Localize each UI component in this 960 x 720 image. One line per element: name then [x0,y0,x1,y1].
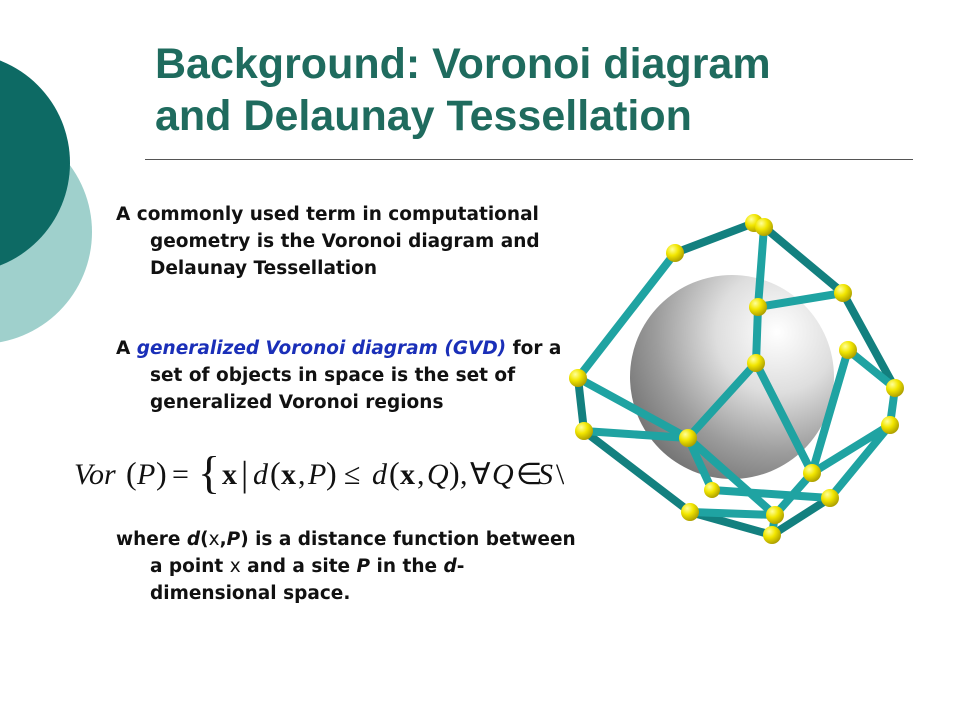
formula-x-bold: x [222,458,237,491]
formula-forall: ∀ [470,458,491,491]
decorative-circles [0,0,120,400]
formula-d1: d [253,458,268,491]
p3-P-italic-2: P [356,556,371,577]
gvd-term: generalized Voronoi diagram (GVD) [136,338,507,359]
p3-x-1: x [208,529,220,550]
formula-paren-open-2: ( [270,455,281,491]
formula-paren-close: ) [156,455,167,491]
p3-part-g: -dimensional space. [150,556,465,604]
paragraph-distance-function [116,526,590,607]
p3-d-italic: d [186,529,201,550]
formula-comma-1: , [298,458,306,491]
formula-backslash: \ [556,458,564,491]
formula-vor: Vor [74,458,116,491]
formula-paren-close-3: ) [449,455,460,491]
title-divider [145,159,913,160]
p2-rest: for a set of objects in space is the set of generalized Voronoi regions [150,338,562,413]
p3-d-italic-2: d [443,556,457,577]
p3-part-e: and a site [240,556,357,577]
paragraph-definition-intro: A commonly used term in computational geometry is the Voronoi diagram and Delaunay Tessellation [116,204,540,279]
formula-d2: d [372,458,387,491]
formula-leq: ≤ [344,458,361,491]
paragraph-gvd-definition [116,335,590,416]
p3-part-b: ( [200,529,209,550]
formula-S: S [538,458,553,491]
formula-paren-open-3: ( [389,455,400,491]
p3-part-d: ) is a distance function between a point [150,529,576,577]
formula-paren-close-2: ) [326,455,337,491]
formula-P-2: P [308,458,327,491]
voronoi-region-formula [74,446,564,502]
p3-x-2: x [229,556,241,577]
p3-part-a: where [116,529,187,550]
p2-lead: A [116,338,137,359]
title-line-1: Background: Voronoi diagram [155,40,771,88]
slide-title [155,38,915,142]
formula-x-2: x [281,458,296,491]
formula-Q-2: Q [492,458,514,491]
voronoi-cage-illustration [558,205,918,550]
formula-bar: | [241,454,249,494]
p3-part-f: in the [370,556,444,577]
formula-equals: = [172,458,189,491]
formula-brace: { [198,447,221,498]
formula-comma-3: , [460,458,468,491]
formula-x-3: x [400,458,415,491]
formula-paren-open: ( [126,455,137,491]
formula-Q-1: Q [427,458,449,491]
formula-comma-2: , [417,458,425,491]
p3-part-c: , [219,529,227,550]
p3-P-italic-1: P [226,529,241,550]
title-line-2: and Delaunay Tessellation [155,92,692,140]
formula-in: ∈ [516,458,543,491]
front-rods [578,223,895,535]
formula-P: P [137,458,156,491]
